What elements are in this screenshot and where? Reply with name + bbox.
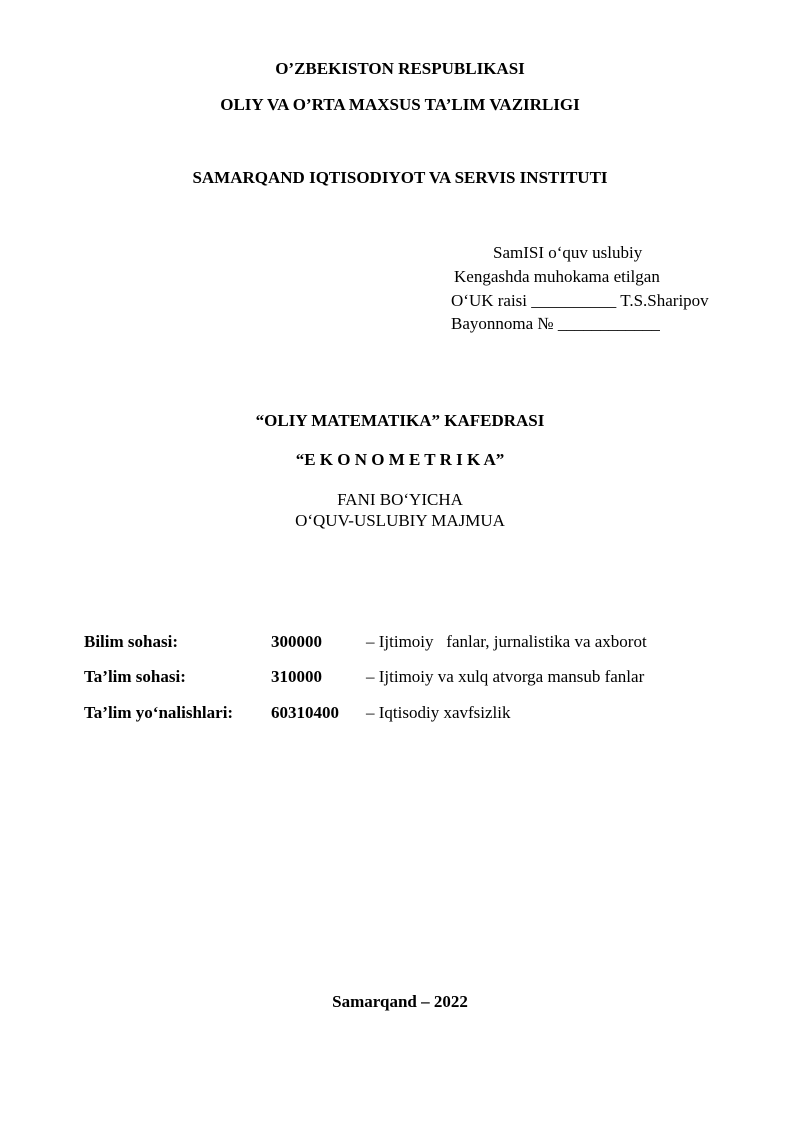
institute-heading: SAMARQAND IQTISODIYOT VA SERVIS INSTITUTI: [192, 168, 608, 187]
approval-line: Kengashda muhokama etilgan: [454, 267, 660, 286]
subject-subtitle: FANI BO‘YICHA: [337, 490, 463, 509]
info-label: Ta’lim yo‘nalishlari:: [84, 703, 234, 722]
place-year-footer: Samarqand – 2022: [332, 992, 468, 1011]
approval-chair-line: O‘UK raisi __________ T.S.Sharipov: [451, 291, 709, 310]
info-description: – Ijtimoiy fanlar, jurnalistika va axborot: [366, 632, 647, 651]
ministry-name-heading: OLIY VA O’RTA MAXSUS TA’LIM VAZIRLIGI: [220, 95, 580, 114]
approval-line: SamISI o‘quv uslubiy: [493, 243, 643, 262]
ministry-country-heading: O’ZBEKISTON RESPUBLIKASI: [275, 59, 525, 78]
info-label: Ta’lim sohasi:: [84, 667, 186, 686]
info-description: – Iqtisodiy xavfsizlik: [366, 703, 511, 722]
department-title: “OLIY MATEMATIKA” KAFEDRASI: [255, 411, 545, 430]
info-row: [0, 630, 800, 654]
info-code: 300000: [271, 632, 322, 651]
info-code: 310000: [271, 667, 322, 686]
complex-subtitle: O‘QUV-USLUBIY MAJMUA: [295, 511, 505, 530]
info-description: – Ijtimoiy va xulq atvorga mansub fanlar: [366, 667, 645, 686]
info-label: Bilim sohasi:: [84, 632, 178, 651]
info-code: 60310400: [271, 703, 339, 722]
info-row: [0, 701, 800, 725]
subject-title: “E K O N O M E T R I K A”: [295, 450, 505, 469]
approval-protocol-line: Bayonnoma № ____________: [451, 314, 660, 333]
info-row: [0, 665, 800, 689]
